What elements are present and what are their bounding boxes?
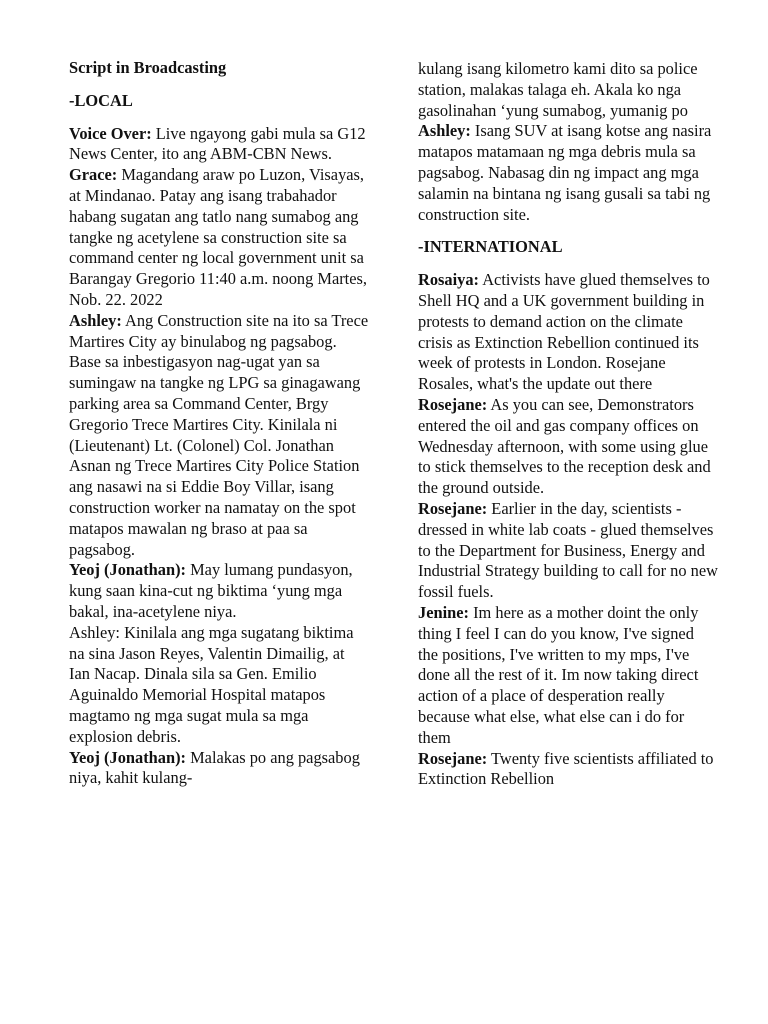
speaker-label: Ashley:: [418, 121, 471, 141]
speaker-label: Rosaiya:: [418, 270, 480, 290]
local-heading: -LOCAL: [69, 90, 133, 110]
line-text: Ang Construction site na ito sa Trece Martires City ay binulabog ng pagsabog. Base sa inbestigasyon nag-ugat yan sa sumingaw na tangke ng LPG sa ginagawang parking area sa Command Center, Brgy Gregorio Trece Martires City. Kinilala ni (Lieutenant) Lt. (Colonel) Col. Jonathan Asnan ng Trece Martires City Police Station ang nasawi na si Eddie Boy Villar, isang construction worker na namatay on the spot matapos mawalan ng braso at paa sa pagsabog.: [69, 310, 369, 559]
line-text: Malakas po ang pagsabog niya, kahit kulang-: [69, 747, 360, 788]
line-text: Im here as a mother doint the only thing I feel I can do you know, I've signed the positions, I've written to my mps, I've done all the rest of it. Im now taking direct action of a place of desperation really because what else, what else can i do for them: [418, 602, 699, 747]
speaker-label: Yeoj (Jonathan):: [69, 560, 187, 580]
script-line: [69, 165, 369, 311]
line-text: Ashley: Kinilala ang mga sugatang biktima na sina Jason Reyes, Valentin Dimailig, at Ian Nacap. Dinala sila sa Gen. Emilio Aguinaldo Memorial Hospital matapos magtamo ng mga sugat mula sa mga explosion debris.: [69, 622, 354, 746]
speaker-label: Ashley:: [69, 310, 122, 330]
line-text: Twenty five scientists affiliated to Extinction Rebellion: [418, 748, 714, 789]
speaker-label: Grace:: [69, 165, 118, 185]
line-text: Activists have glued themselves to Shell HQ and a UK government building in protests to demand action on the climate crisis as Extinction Rebellion continued its week of protests in London. Rosejane Rosales, what's the update out there: [418, 270, 710, 394]
line-text: Live ngayong gabi mula sa G12 News Center, ito ang ABM-CBN News.: [69, 123, 366, 164]
script-line: [418, 121, 718, 225]
script-line: [69, 124, 369, 166]
speaker-label: Rosejane:: [418, 394, 488, 414]
speaker-label: Rosejane:: [418, 748, 488, 768]
line-text: Isang SUV at isang kotse ang nasira matapos matamaan ng mga debris mula sa pagsabog. Nabasag din ng impact ang mga salamin na bintana ng isang gusali sa tabi ng construction site.: [418, 121, 712, 224]
line-text: As you can see, Demonstrators entered the oil and gas company offices on Wednesday afternoon, with some using glue to stick themselves to the reception desk and the ground outside.: [418, 394, 711, 498]
script-line: [69, 623, 369, 748]
speaker-label: Voice Over:: [69, 123, 152, 143]
script-line: [418, 59, 718, 121]
script-line: [418, 603, 718, 749]
script-line: [418, 395, 718, 499]
document-title: Script in Broadcasting: [69, 58, 227, 77]
script-line: [418, 499, 718, 603]
script-line: [69, 560, 369, 622]
script-line: [418, 270, 718, 395]
right-column: [418, 59, 718, 790]
speaker-label: Rosejane:: [418, 498, 488, 518]
left-column: [69, 58, 369, 789]
line-text: Magandang araw po Luzon, Visayas, at Mindanao. Patay ang isang trabahador habang sugatan ang tatlo nang sumabog ang tangke ng acetylene sa construction site sa command center ng local government unit sa Barangay Gregorio 11:40 a.m. noong Martes, Nob. 22. 2022: [69, 165, 367, 309]
speaker-label: Yeoj (Jonathan):: [69, 747, 187, 767]
international-heading: -INTERNATIONAL: [418, 237, 563, 257]
line-text: Earlier in the day, scientists - dressed in white lab coats - glued themselves to the Department for Business, Energy and Industrial Strategy building to call for no new fossil fuels.: [418, 498, 718, 602]
script-line: [69, 311, 369, 561]
line-text: kulang isang kilometro kami dito sa police station, malakas talaga eh. Akala ko nga gasolinahan ‘yung sumabog, yumanig po: [418, 59, 698, 120]
line-text: May lumang pundasyon, kung saan kina-cut ng biktima ‘yung mga bakal, ina-acetylene niya.: [69, 560, 353, 621]
script-line: [418, 749, 718, 791]
speaker-label: Jenine:: [418, 602, 469, 622]
script-line: [69, 748, 369, 790]
